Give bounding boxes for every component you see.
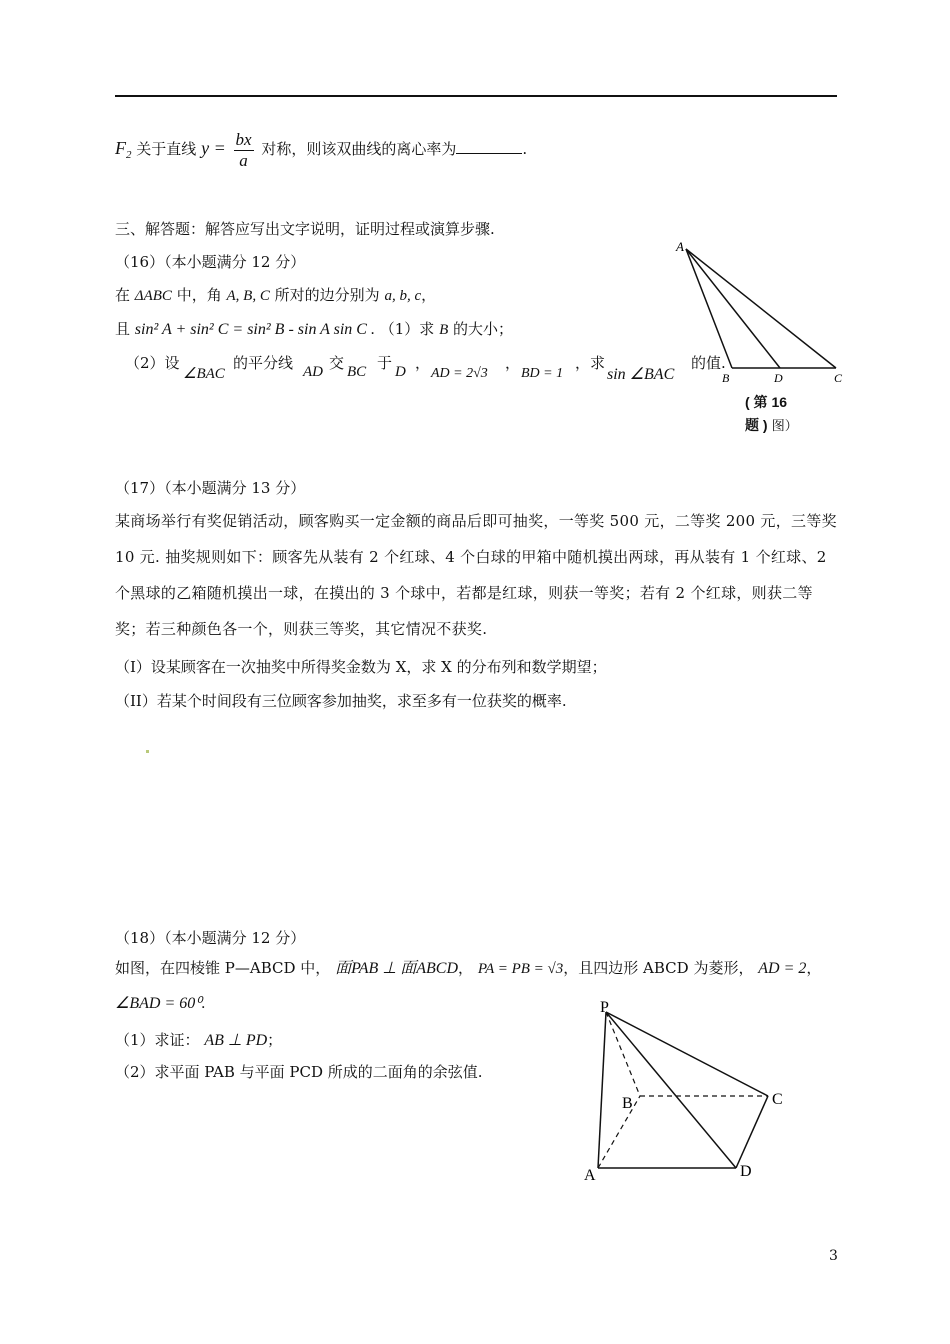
q16-figure-caption-line2: 题 ) 图）: [745, 417, 798, 434]
label-c: C: [834, 371, 843, 385]
triangle-figure: [672, 236, 862, 386]
edge-pd: [606, 1012, 736, 1168]
pyramid-figure: [578, 1000, 798, 1190]
q16-header: （16）（本小题满分 12 分）: [115, 253, 306, 271]
q18-header: （18）（本小题满分 12 分）: [115, 929, 306, 947]
edge-pa: [598, 1012, 606, 1168]
q16-figure-caption-line1: ( 第 16: [745, 394, 788, 410]
label-a: A: [676, 239, 684, 254]
page-number: 3: [829, 1248, 838, 1264]
fraction-bx-a: $\frac{bx}{a}$: [235, 129, 252, 170]
side-ad: [686, 249, 780, 368]
q18-line1: 如图，在四棱锥 P—ABCD 中， 面PAB ⊥ 面ABCD， PA = PB = √3，且四边形 ABCD 为菱形， AD = 2，: [115, 959, 822, 977]
q15-tail-line: $F_2$ 关于直线 y = $\frac{bx}{a}$ 对称，则该双曲线的离心率为 .: [115, 129, 528, 170]
label-d: D: [740, 1163, 752, 1180]
edge-ab: [598, 1096, 640, 1168]
edge-pc: [606, 1012, 768, 1096]
header-rule: [115, 95, 837, 97]
q17-header: （17）（本小题满分 13 分）: [115, 479, 306, 497]
label-c: C: [772, 1091, 783, 1108]
q17-part2: （II）若某个时间段有三位顾客参加抽奖，求至多有一位获奖的概率.: [115, 692, 567, 710]
q16-line3: （2）设 ∠BAC 的平分线 AD 交 BC 于 D ， AD = 2√3 ， BD = 1 ，求 sin ∠BAC 的值.: [125, 354, 726, 383]
q18-angle-line: ∠BAD = 60⁰.: [115, 995, 206, 1012]
section-three-title: 三、解答题：解答应写出文字说明，证明过程或演算步骤.: [115, 220, 495, 238]
f2-symbol: F: [115, 138, 126, 158]
label-p: P: [600, 1000, 609, 1016]
answer-blank: [456, 139, 522, 154]
q16-line2: 且 sin² A + sin² C = sin² B - sin A sin C . （1）求 B 的大小；: [115, 320, 514, 338]
label-b: B: [622, 1095, 633, 1112]
q16-equation: sin² A + sin² C = sin² B - sin A sin C .: [134, 321, 375, 338]
q17-part1: （I）设某顾客在一次抽奖中所得奖金数为 X，求 X 的分布列和数学期望；: [115, 658, 607, 676]
edge-pb: [606, 1012, 640, 1096]
label-d: D: [774, 371, 783, 385]
q18-part1: （1）求证： AB ⊥ PD；: [115, 1031, 283, 1049]
edge-dc: [736, 1096, 768, 1168]
q17-paragraph: 某商场举行有奖促销活动，顾客购买一定金额的商品后即可抽奖，一等奖 500 元，二等奖 200 元，三等奖 10 元. 抽奖规则如下：顾客先从装有 2 个红球、4 个白球的甲箱中随机摸出两球，再从装有 1 个红球、2 个黑球的乙箱随机摸出一球，在摸出的 3 个球中，若都是红球，则获一等奖；若有 2 个红球，则获二等奖；若三种颜色各一个，则获三等奖，其它情况不获奖.: [115, 512, 837, 638]
q18-part2: （2）求平面 PAB 与平面 PCD 所成的二面角的余弦值.: [115, 1063, 483, 1081]
label-a: A: [584, 1167, 596, 1184]
q16-line1: 在 ΔABC 中，角 A, B, C 所对的边分别为 a, b, c，: [115, 286, 437, 304]
speck-mark: [146, 750, 149, 753]
label-b: B: [722, 371, 730, 385]
